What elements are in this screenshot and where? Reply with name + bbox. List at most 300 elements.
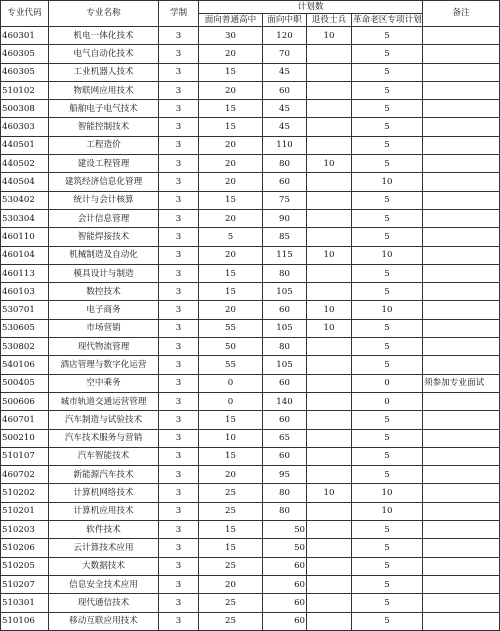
cell-name: 新能源汽车技术 bbox=[49, 466, 159, 484]
cell-code: 460301 bbox=[1, 27, 49, 45]
cell-years: 3 bbox=[159, 63, 199, 81]
cell-vocational: 60 bbox=[263, 447, 307, 465]
cell-years: 3 bbox=[159, 246, 199, 264]
cell-veterans bbox=[307, 411, 352, 429]
cell-vocational: 60 bbox=[263, 374, 307, 392]
cell-old-revolutionary: 5 bbox=[352, 521, 423, 539]
cell-veterans bbox=[307, 264, 352, 282]
cell-old-revolutionary: 5 bbox=[352, 557, 423, 575]
cell-old-revolutionary: 5 bbox=[352, 27, 423, 45]
cell-vocational: 45 bbox=[263, 118, 307, 136]
table-row bbox=[1, 27, 500, 45]
cell-veterans bbox=[307, 557, 352, 575]
table-row bbox=[1, 283, 500, 301]
cell-old-revolutionary: 5 bbox=[352, 155, 423, 173]
table-row bbox=[1, 466, 500, 484]
cell-high-school: 15 bbox=[199, 521, 263, 539]
cell-name: 酒店管理与数字化运营 bbox=[49, 356, 159, 374]
cell-name: 城市轨道交通运营管理 bbox=[49, 392, 159, 410]
cell-years: 3 bbox=[159, 338, 199, 356]
cell-years: 3 bbox=[159, 411, 199, 429]
cell-code: 460701 bbox=[1, 411, 49, 429]
cell-code: 440501 bbox=[1, 136, 49, 154]
cell-years: 3 bbox=[159, 173, 199, 191]
cell-remarks bbox=[423, 283, 500, 301]
cell-high-school: 20 bbox=[199, 136, 263, 154]
cell-years: 3 bbox=[159, 557, 199, 575]
cell-name: 机电一体化技术 bbox=[49, 27, 159, 45]
cell-code: 500210 bbox=[1, 429, 49, 447]
cell-remarks bbox=[423, 429, 500, 447]
cell-high-school: 15 bbox=[199, 100, 263, 118]
cell-vocational: 90 bbox=[263, 209, 307, 227]
cell-vocational: 105 bbox=[263, 356, 307, 374]
cell-remarks bbox=[423, 246, 500, 264]
cell-veterans bbox=[307, 521, 352, 539]
cell-high-school: 25 bbox=[199, 612, 263, 630]
cell-name: 软件技术 bbox=[49, 521, 159, 539]
cell-code: 460702 bbox=[1, 466, 49, 484]
cell-vocational: 60 bbox=[263, 411, 307, 429]
cell-name: 智能控制技术 bbox=[49, 118, 159, 136]
cell-name: 云计算技术应用 bbox=[49, 539, 159, 557]
cell-years: 3 bbox=[159, 374, 199, 392]
cell-veterans bbox=[307, 228, 352, 246]
cell-years: 3 bbox=[159, 100, 199, 118]
table-row bbox=[1, 228, 500, 246]
cell-name: 建筑经济信息化管理 bbox=[49, 173, 159, 191]
cell-old-revolutionary: 10 bbox=[352, 301, 423, 319]
cell-years: 3 bbox=[159, 539, 199, 557]
cell-veterans bbox=[307, 466, 352, 484]
cell-years: 3 bbox=[159, 484, 199, 502]
table-row bbox=[1, 173, 500, 191]
cell-name: 建设工程管理 bbox=[49, 155, 159, 173]
cell-high-school: 15 bbox=[199, 264, 263, 282]
cell-vocational: 80 bbox=[263, 338, 307, 356]
table-row bbox=[1, 374, 500, 392]
cell-vocational: 105 bbox=[263, 283, 307, 301]
cell-code: 510301 bbox=[1, 594, 49, 612]
cell-code: 540106 bbox=[1, 356, 49, 374]
cell-high-school: 15 bbox=[199, 63, 263, 81]
cell-remarks bbox=[423, 81, 500, 99]
cell-veterans: 10 bbox=[307, 319, 352, 337]
cell-veterans bbox=[307, 575, 352, 593]
cell-code: 460110 bbox=[1, 228, 49, 246]
table-row bbox=[1, 191, 500, 209]
table-row bbox=[1, 100, 500, 118]
cell-remarks bbox=[423, 228, 500, 246]
table-row bbox=[1, 411, 500, 429]
cell-years: 3 bbox=[159, 392, 199, 410]
cell-remarks bbox=[423, 319, 500, 337]
cell-high-school: 20 bbox=[199, 466, 263, 484]
cell-old-revolutionary: 5 bbox=[352, 283, 423, 301]
cell-code: 500308 bbox=[1, 100, 49, 118]
cell-remarks bbox=[423, 173, 500, 191]
table-row bbox=[1, 63, 500, 81]
cell-vocational: 80 bbox=[263, 484, 307, 502]
cell-old-revolutionary: 5 bbox=[352, 429, 423, 447]
cell-code: 510202 bbox=[1, 484, 49, 502]
cell-old-revolutionary: 5 bbox=[352, 447, 423, 465]
table-row bbox=[1, 557, 500, 575]
cell-remarks bbox=[423, 209, 500, 227]
cell-years: 3 bbox=[159, 209, 199, 227]
cell-years: 3 bbox=[159, 447, 199, 465]
cell-vocational: 60 bbox=[263, 575, 307, 593]
cell-veterans bbox=[307, 118, 352, 136]
cell-high-school: 15 bbox=[199, 539, 263, 557]
table-row bbox=[1, 429, 500, 447]
cell-old-revolutionary: 5 bbox=[352, 338, 423, 356]
cell-old-revolutionary: 5 bbox=[352, 319, 423, 337]
cell-high-school: 20 bbox=[199, 246, 263, 264]
cell-years: 3 bbox=[159, 356, 199, 374]
cell-high-school: 20 bbox=[199, 575, 263, 593]
cell-vocational: 50 bbox=[263, 539, 307, 557]
cell-remarks bbox=[423, 612, 500, 630]
cell-remarks bbox=[423, 392, 500, 410]
cell-name: 电子商务 bbox=[49, 301, 159, 319]
cell-years: 3 bbox=[159, 45, 199, 63]
cell-name: 智能焊接技术 bbox=[49, 228, 159, 246]
header-old-revolutionary: 革命老区专项计划 bbox=[353, 14, 422, 25]
cell-veterans bbox=[307, 338, 352, 356]
cell-code: 460305 bbox=[1, 45, 49, 63]
cell-old-revolutionary: 5 bbox=[352, 45, 423, 63]
cell-remarks bbox=[423, 575, 500, 593]
cell-code: 440504 bbox=[1, 173, 49, 191]
cell-vocational: 110 bbox=[263, 136, 307, 154]
cell-remarks bbox=[423, 100, 500, 118]
cell-years: 3 bbox=[159, 319, 199, 337]
cell-old-revolutionary: 10 bbox=[352, 484, 423, 502]
cell-vocational: 45 bbox=[263, 100, 307, 118]
cell-old-revolutionary: 5 bbox=[352, 100, 423, 118]
cell-years: 3 bbox=[159, 594, 199, 612]
cell-vocational: 60 bbox=[263, 301, 307, 319]
cell-years: 3 bbox=[159, 502, 199, 520]
cell-remarks bbox=[423, 447, 500, 465]
cell-veterans bbox=[307, 594, 352, 612]
cell-veterans bbox=[307, 81, 352, 99]
cell-code: 460103 bbox=[1, 283, 49, 301]
cell-old-revolutionary: 5 bbox=[352, 466, 423, 484]
cell-code: 510205 bbox=[1, 557, 49, 575]
cell-code: 460104 bbox=[1, 246, 49, 264]
cell-vocational: 45 bbox=[263, 63, 307, 81]
cell-high-school: 15 bbox=[199, 411, 263, 429]
cell-vocational: 75 bbox=[263, 191, 307, 209]
table-row bbox=[1, 502, 500, 520]
cell-years: 3 bbox=[159, 191, 199, 209]
cell-veterans bbox=[307, 100, 352, 118]
cell-remarks bbox=[423, 155, 500, 173]
cell-code: 500405 bbox=[1, 374, 49, 392]
table-row bbox=[1, 246, 500, 264]
cell-name: 模具设计与制造 bbox=[49, 264, 159, 282]
cell-name: 大数据技术 bbox=[49, 557, 159, 575]
cell-name: 数控技术 bbox=[49, 283, 159, 301]
cell-veterans bbox=[307, 209, 352, 227]
cell-high-school: 20 bbox=[199, 209, 263, 227]
cell-remarks bbox=[423, 557, 500, 575]
table-row bbox=[1, 575, 500, 593]
cell-remarks bbox=[423, 594, 500, 612]
table-row bbox=[1, 319, 500, 337]
cell-remarks bbox=[423, 118, 500, 136]
cell-old-revolutionary: 5 bbox=[352, 356, 423, 374]
cell-high-school: 0 bbox=[199, 374, 263, 392]
cell-code: 530304 bbox=[1, 209, 49, 227]
cell-high-school: 55 bbox=[199, 319, 263, 337]
cell-high-school: 25 bbox=[199, 557, 263, 575]
table-row bbox=[1, 392, 500, 410]
cell-old-revolutionary: 5 bbox=[352, 612, 423, 630]
cell-code: 510102 bbox=[1, 81, 49, 99]
cell-vocational: 60 bbox=[263, 557, 307, 575]
cell-years: 3 bbox=[159, 264, 199, 282]
table-row bbox=[1, 484, 500, 502]
cell-remarks bbox=[423, 484, 500, 502]
cell-name: 移动互联应用技术 bbox=[49, 612, 159, 630]
cell-years: 3 bbox=[159, 155, 199, 173]
cell-high-school: 20 bbox=[199, 45, 263, 63]
cell-vocational: 70 bbox=[263, 45, 307, 63]
cell-old-revolutionary: 10 bbox=[352, 173, 423, 191]
cell-veterans bbox=[307, 447, 352, 465]
cell-code: 530402 bbox=[1, 191, 49, 209]
cell-veterans bbox=[307, 45, 352, 63]
table-row bbox=[1, 338, 500, 356]
header-veterans: 退役士兵 bbox=[307, 14, 352, 27]
cell-code: 460303 bbox=[1, 118, 49, 136]
cell-veterans bbox=[307, 356, 352, 374]
cell-remarks bbox=[423, 466, 500, 484]
cell-high-school: 20 bbox=[199, 81, 263, 99]
cell-high-school: 15 bbox=[199, 191, 263, 209]
header-code: 专业代码 bbox=[1, 1, 49, 27]
cell-high-school: 25 bbox=[199, 594, 263, 612]
cell-high-school: 55 bbox=[199, 356, 263, 374]
cell-vocational: 80 bbox=[263, 155, 307, 173]
table-row bbox=[1, 612, 500, 630]
table-row bbox=[1, 594, 500, 612]
cell-veterans bbox=[307, 136, 352, 154]
cell-veterans bbox=[307, 63, 352, 81]
cell-vocational: 140 bbox=[263, 392, 307, 410]
table-row bbox=[1, 356, 500, 374]
cell-high-school: 0 bbox=[199, 392, 263, 410]
cell-old-revolutionary: 5 bbox=[352, 136, 423, 154]
cell-remarks bbox=[423, 264, 500, 282]
table-row bbox=[1, 45, 500, 63]
table-row bbox=[1, 521, 500, 539]
cell-code: 530605 bbox=[1, 319, 49, 337]
cell-code: 440502 bbox=[1, 155, 49, 173]
cell-name: 现代通信技术 bbox=[49, 594, 159, 612]
cell-name: 汽车技术服务与营销 bbox=[49, 429, 159, 447]
cell-veterans bbox=[307, 429, 352, 447]
cell-name: 物联网应用技术 bbox=[49, 81, 159, 99]
cell-high-school: 20 bbox=[199, 173, 263, 191]
cell-high-school: 20 bbox=[199, 155, 263, 173]
cell-code: 510107 bbox=[1, 447, 49, 465]
cell-name: 船舶电子电气技术 bbox=[49, 100, 159, 118]
cell-old-revolutionary: 5 bbox=[352, 575, 423, 593]
cell-vocational: 115 bbox=[263, 246, 307, 264]
table-body bbox=[1, 27, 500, 631]
cell-vocational: 80 bbox=[263, 264, 307, 282]
cell-code: 460113 bbox=[1, 264, 49, 282]
cell-old-revolutionary: 5 bbox=[352, 264, 423, 282]
cell-veterans bbox=[307, 392, 352, 410]
table-row bbox=[1, 447, 500, 465]
cell-veterans: 10 bbox=[307, 155, 352, 173]
cell-name: 现代物流管理 bbox=[49, 338, 159, 356]
cell-name: 工程造价 bbox=[49, 136, 159, 154]
cell-remarks bbox=[423, 356, 500, 374]
cell-code: 460305 bbox=[1, 63, 49, 81]
cell-old-revolutionary: 0 bbox=[352, 374, 423, 392]
cell-remarks: 须参加专业面试 bbox=[423, 374, 500, 392]
cell-vocational: 60 bbox=[263, 594, 307, 612]
cell-remarks bbox=[423, 136, 500, 154]
cell-remarks bbox=[423, 45, 500, 63]
cell-old-revolutionary: 10 bbox=[352, 246, 423, 264]
header-high-school: 面向普通高中 bbox=[199, 14, 263, 27]
cell-vocational: 95 bbox=[263, 466, 307, 484]
cell-veterans: 10 bbox=[307, 484, 352, 502]
cell-name: 汽车智能技术 bbox=[49, 447, 159, 465]
cell-veterans bbox=[307, 173, 352, 191]
cell-high-school: 15 bbox=[199, 118, 263, 136]
cell-old-revolutionary: 5 bbox=[352, 594, 423, 612]
cell-years: 3 bbox=[159, 466, 199, 484]
cell-vocational: 60 bbox=[263, 612, 307, 630]
cell-old-revolutionary: 5 bbox=[352, 539, 423, 557]
cell-name: 空中乘务 bbox=[49, 374, 159, 392]
cell-high-school: 25 bbox=[199, 484, 263, 502]
cell-remarks bbox=[423, 539, 500, 557]
cell-name: 机械制造及自动化 bbox=[49, 246, 159, 264]
cell-veterans bbox=[307, 502, 352, 520]
cell-old-revolutionary: 5 bbox=[352, 191, 423, 209]
cell-years: 3 bbox=[159, 118, 199, 136]
header-vocational: 面向中职 bbox=[263, 14, 307, 27]
cell-old-revolutionary: 5 bbox=[352, 411, 423, 429]
cell-vocational: 120 bbox=[263, 27, 307, 45]
cell-vocational: 60 bbox=[263, 173, 307, 191]
cell-years: 3 bbox=[159, 283, 199, 301]
cell-remarks bbox=[423, 338, 500, 356]
cell-years: 3 bbox=[159, 429, 199, 447]
cell-veterans bbox=[307, 612, 352, 630]
cell-years: 3 bbox=[159, 575, 199, 593]
cell-name: 工业机器人技术 bbox=[49, 63, 159, 81]
cell-name: 计算机网络技术 bbox=[49, 484, 159, 502]
cell-name: 汽车制造与试验技术 bbox=[49, 411, 159, 429]
cell-high-school: 5 bbox=[199, 228, 263, 246]
cell-code: 510203 bbox=[1, 521, 49, 539]
cell-old-revolutionary: 5 bbox=[352, 63, 423, 81]
table-row bbox=[1, 155, 500, 173]
cell-veterans: 10 bbox=[307, 27, 352, 45]
cell-remarks bbox=[423, 27, 500, 45]
table-row bbox=[1, 118, 500, 136]
cell-code: 510106 bbox=[1, 612, 49, 630]
cell-old-revolutionary: 0 bbox=[352, 392, 423, 410]
cell-vocational: 85 bbox=[263, 228, 307, 246]
cell-veterans bbox=[307, 191, 352, 209]
cell-code: 510207 bbox=[1, 575, 49, 593]
table-row bbox=[1, 264, 500, 282]
cell-name: 会计信息管理 bbox=[49, 209, 159, 227]
cell-vocational: 105 bbox=[263, 319, 307, 337]
table-row bbox=[1, 81, 500, 99]
header-years: 学制 bbox=[159, 1, 199, 27]
cell-vocational: 60 bbox=[263, 81, 307, 99]
cell-remarks bbox=[423, 191, 500, 209]
cell-code: 510206 bbox=[1, 539, 49, 557]
header-remarks: 备注 bbox=[423, 1, 500, 27]
cell-remarks bbox=[423, 301, 500, 319]
cell-high-school: 15 bbox=[199, 283, 263, 301]
header-name: 专业名称 bbox=[49, 1, 159, 27]
cell-years: 3 bbox=[159, 612, 199, 630]
cell-high-school: 50 bbox=[199, 338, 263, 356]
cell-name: 统计与会计核算 bbox=[49, 191, 159, 209]
cell-old-revolutionary: 5 bbox=[352, 118, 423, 136]
cell-veterans bbox=[307, 539, 352, 557]
cell-high-school: 20 bbox=[199, 301, 263, 319]
cell-vocational: 50 bbox=[263, 521, 307, 539]
cell-high-school: 25 bbox=[199, 502, 263, 520]
table-row bbox=[1, 301, 500, 319]
cell-remarks bbox=[423, 502, 500, 520]
cell-name: 市场营销 bbox=[49, 319, 159, 337]
cell-name: 计算机应用技术 bbox=[49, 502, 159, 520]
cell-code: 500606 bbox=[1, 392, 49, 410]
cell-years: 3 bbox=[159, 136, 199, 154]
cell-name: 信息安全技术应用 bbox=[49, 575, 159, 593]
cell-code: 510201 bbox=[1, 502, 49, 520]
cell-remarks bbox=[423, 63, 500, 81]
cell-veterans bbox=[307, 283, 352, 301]
cell-vocational: 80 bbox=[263, 502, 307, 520]
table-row bbox=[1, 136, 500, 154]
cell-years: 3 bbox=[159, 301, 199, 319]
cell-remarks bbox=[423, 411, 500, 429]
cell-old-revolutionary: 5 bbox=[352, 81, 423, 99]
cell-veterans: 10 bbox=[307, 301, 352, 319]
cell-years: 3 bbox=[159, 228, 199, 246]
cell-code: 530701 bbox=[1, 301, 49, 319]
cell-years: 3 bbox=[159, 27, 199, 45]
cell-high-school: 15 bbox=[199, 447, 263, 465]
cell-years: 3 bbox=[159, 521, 199, 539]
cell-name: 电气自动化技术 bbox=[49, 45, 159, 63]
cell-veterans bbox=[307, 374, 352, 392]
cell-old-revolutionary: 5 bbox=[352, 228, 423, 246]
header-plan: 计划数 bbox=[199, 1, 423, 14]
cell-years: 3 bbox=[159, 81, 199, 99]
cell-code: 530802 bbox=[1, 338, 49, 356]
cell-veterans: 10 bbox=[307, 246, 352, 264]
table-row bbox=[1, 539, 500, 557]
